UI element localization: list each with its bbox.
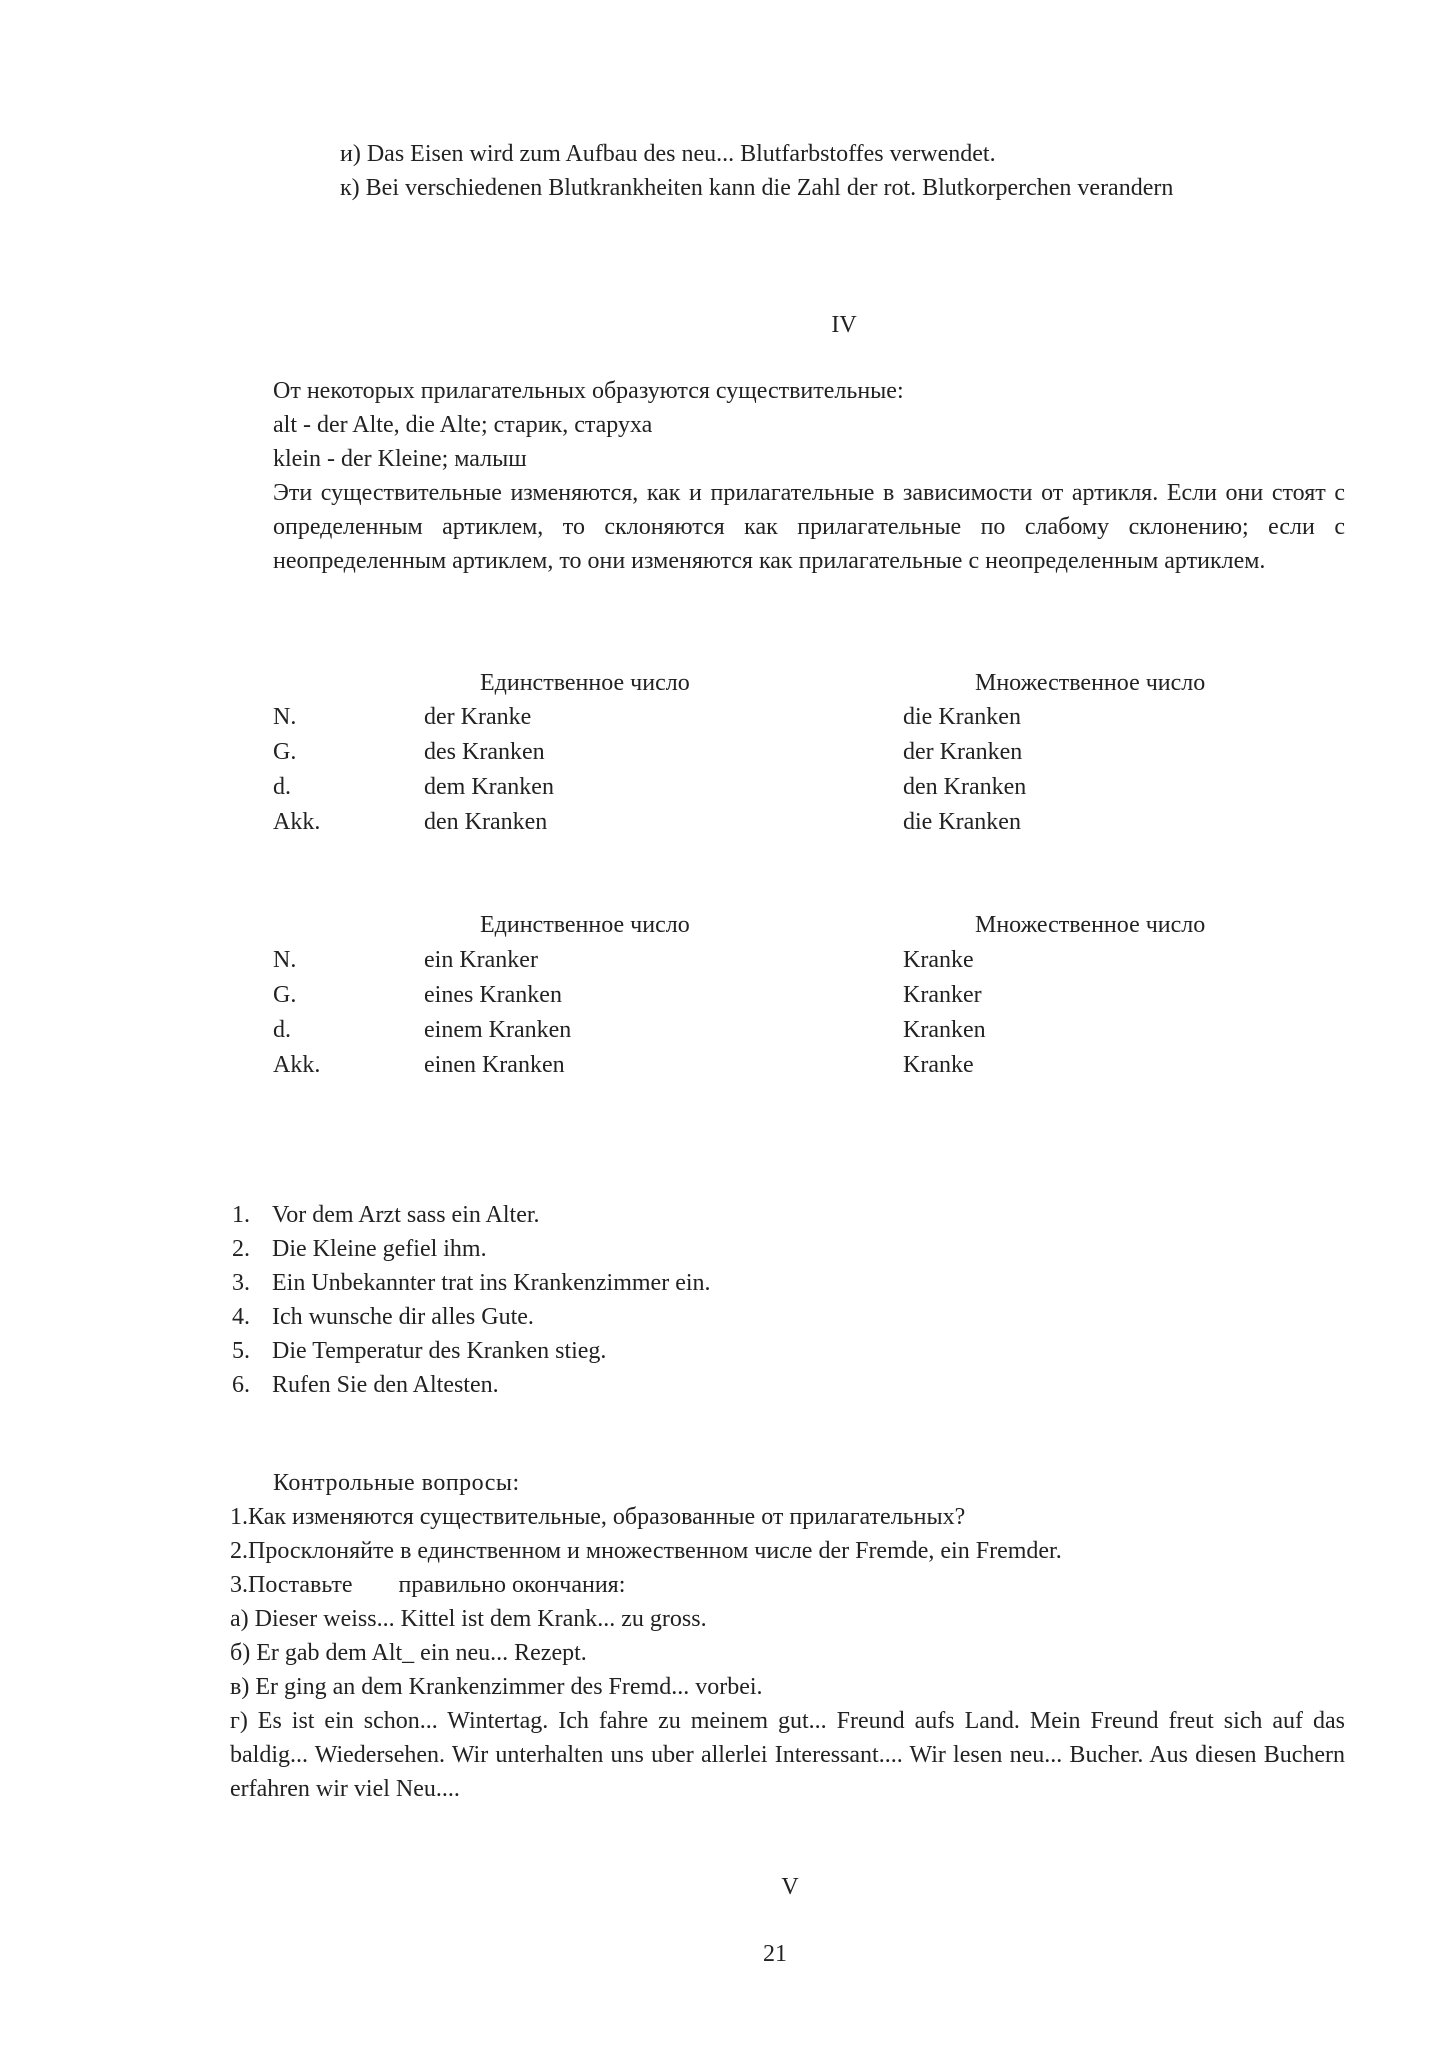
list-item — [232, 1198, 1132, 1232]
list-item-text: Ein Unbekannter trat ins Krankenzimmer ein. — [272, 1270, 711, 1296]
case-label: G. — [273, 982, 297, 1008]
singular-header: Единственное число — [480, 670, 690, 696]
list-item-number: 1. — [232, 1202, 250, 1228]
plural-form: Kranken — [903, 1017, 986, 1043]
singular-form: der Kranke — [424, 704, 532, 730]
singular-form: ein Kranker — [424, 947, 538, 973]
intro-line-2: alt - der Alte, die Alte; старик, старуха — [273, 412, 653, 438]
case-label: N. — [273, 947, 297, 973]
list-item-text: Die Temperatur des Kranken stieg. — [272, 1338, 607, 1364]
list-item — [232, 1334, 1132, 1368]
section-heading-v: V — [781, 1874, 799, 1900]
list-item-text: Rufen Sie den Altesten. — [272, 1372, 499, 1398]
case-label: Akk. — [273, 809, 321, 835]
section-heading-iv: IV — [831, 312, 857, 338]
list-item-number: 3. — [232, 1270, 250, 1296]
singular-form: dem Kranken — [424, 774, 554, 800]
case-label: d. — [273, 774, 291, 800]
question-1: 1.Как изменяются существительные, образованные от прилагательных? — [230, 1504, 966, 1530]
list-item-text: Die Kleine gefiel ihm. — [272, 1236, 487, 1262]
exercise-line-i: и) Das Eisen wird zum Aufbau des neu... Blutfarbstoffes verwendet. — [340, 141, 996, 167]
list-item — [232, 1300, 1132, 1334]
list-item-number: 4. — [232, 1304, 250, 1330]
question-2: 2.Просклоняйте в единственном и множественном числе der Fremde, ein Fremder. — [230, 1538, 1062, 1564]
case-label: N. — [273, 704, 297, 730]
control-questions — [230, 1466, 1345, 1806]
plural-form: Kranke — [903, 947, 974, 973]
plural-header: Множественное число — [975, 670, 1206, 696]
question-3-number: 3.Поставьте — [230, 1572, 353, 1598]
singular-form: einen Kranken — [424, 1052, 565, 1078]
case-label: G. — [273, 739, 297, 765]
list-item — [232, 1368, 1132, 1402]
list-item-text: Ich wunsche dir alles Gute. — [272, 1304, 534, 1330]
singular-form: den Kranken — [424, 809, 548, 835]
list-item-number: 2. — [232, 1236, 250, 1262]
plural-form: Kranke — [903, 1052, 974, 1078]
singular-header: Единственное число — [480, 912, 690, 938]
exercise-line-k: к) Bei verschiedenen Blutkrankheiten kann die Zahl der rot. Blutkorperchen verandern — [340, 175, 1174, 201]
case-label: Akk. — [273, 1052, 321, 1078]
intro-line-3: klein - der Kleine; малыш — [273, 446, 527, 472]
task-b: б) Er gab dem Alt_ ein neu... Rezept. — [230, 1640, 587, 1666]
list-item-text: Vor dem Arzt sass ein Alter. — [272, 1202, 540, 1228]
list-item-number: 6. — [232, 1372, 250, 1398]
plural-form: Kranker — [903, 982, 982, 1008]
section-iv-intro — [273, 374, 1345, 578]
singular-form: des Kranken — [424, 739, 545, 765]
plural-form: den Kranken — [903, 774, 1027, 800]
list-item — [232, 1232, 1132, 1266]
plural-form: der Kranken — [903, 739, 1023, 765]
singular-form: eines Kranken — [424, 982, 562, 1008]
question-3 — [230, 1568, 1345, 1602]
question-3-text: правильно окончания: — [398, 1572, 626, 1598]
top-exercise-block — [340, 137, 1345, 205]
list-item-number: 5. — [232, 1338, 250, 1364]
task-d: г) Es ist ein schon... Wintertag. Ich fahre zu meinem gut... Freund aufs Land. Mein Freund freut sich auf das baldig... Wiedersehen. Wir unterhalten uns uber allerlei Interessant.... Wir lesen neu... Bucher. Aus diesen Buchern erfahren wir viel Neu.... — [230, 1708, 1345, 1802]
case-label: d. — [273, 1017, 291, 1043]
page-number: 21 — [763, 1941, 787, 1967]
plural-header: Множественное число — [975, 912, 1206, 938]
plural-form: die Kranken — [903, 704, 1021, 730]
task-a: а) Dieser weiss... Kittel ist dem Krank... zu gross. — [230, 1606, 707, 1632]
questions-title: Контрольные вопросы: — [273, 1470, 520, 1496]
task-c: в) Er ging an dem Krankenzimmer des Fremd... vorbei. — [230, 1674, 763, 1700]
intro-line-1: От некоторых прилагательных образуются существительные: — [273, 378, 904, 404]
example-sentences-list — [232, 1198, 1132, 1402]
intro-paragraph: Эти существительные изменяются, как и прилагательные в зависимости от артикля. Если они стоят с определенным артиклем, то склоняются как прилагательные по слабому склонению; если с неопределенным артиклем, то они изменяются как прилагательные с неопределенным артиклем. — [273, 480, 1345, 574]
plural-form: die Kranken — [903, 809, 1021, 835]
list-item — [232, 1266, 1132, 1300]
singular-form: einem Kranken — [424, 1017, 572, 1043]
